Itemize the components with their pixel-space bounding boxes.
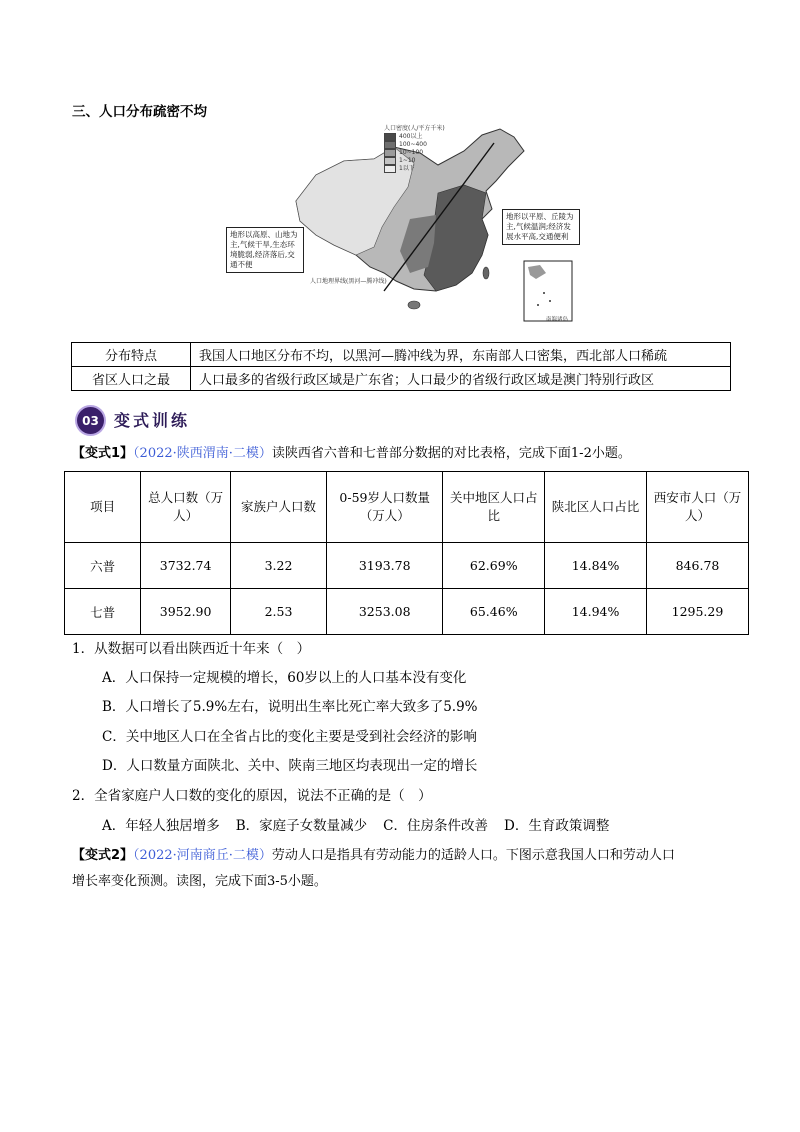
- legend-item: 1以下: [384, 165, 462, 173]
- question-1-option-b: B．人口增长了5.9%左右，说明出生率比死亡率大致多了5.9%: [102, 699, 478, 715]
- map-legend: [384, 125, 462, 173]
- callout-east: 地形以平原、丘陵为主,气候温润;经济发展水平高,交通便利: [502, 209, 580, 245]
- question-1-option-c: C．关中地区人口在全省占比的变化主要是受到社会经济的影响: [102, 729, 477, 745]
- header-cell: 0-59岁人口数量（万人）: [327, 472, 443, 543]
- variant2-source: （2022·河南商丘·二模）: [133, 848, 272, 863]
- question-2-option-b: B．家庭子女数量减少: [235, 818, 368, 834]
- question-2-options: [102, 814, 609, 834]
- legend-title: 人口密度(人/平方千米): [384, 125, 445, 132]
- section-banner: [70, 401, 218, 441]
- legend-swatch: [384, 149, 396, 157]
- table-cell: 3952.90: [141, 589, 231, 635]
- banner-title: 变式训练: [114, 411, 191, 430]
- table-cell: 3732.74: [141, 543, 231, 589]
- table-cell: 2.53: [230, 589, 326, 635]
- question-2-option-a: A．年轻人独居增多: [102, 818, 220, 834]
- header-cell: 项目: [65, 472, 141, 543]
- legend-swatch: [384, 157, 396, 165]
- summary-key: 分布特点: [72, 343, 191, 367]
- inset-label: 南海诸岛: [546, 317, 569, 323]
- variant1-source: （2022·陕西渭南·二模）: [133, 446, 272, 461]
- summary-value: 人口最多的省级行政区域是广东省；人口最少的省级行政区域是澳门特别行政区: [191, 367, 731, 391]
- question-2-option-c: C．住房条件改善: [383, 818, 489, 834]
- table-row: [65, 589, 749, 635]
- legend-swatch: [384, 165, 396, 173]
- table-row: [72, 343, 731, 367]
- legend-item: 10~100: [384, 149, 462, 157]
- question-1-option-a: A．人口保持一定规模的增长，60岁以上的人口基本没有变化: [102, 670, 467, 686]
- summary-table: [71, 342, 731, 391]
- table-cell: 62.69%: [443, 543, 545, 589]
- variant2-text-2: 增长率变化预测。读图，完成下面3-5小题。: [72, 874, 327, 889]
- variant2-tag: 【变式2】: [72, 848, 134, 863]
- variant1-intro: [72, 444, 631, 464]
- table-cell: 14.94%: [545, 589, 647, 635]
- header-cell: 家族户人口数: [230, 472, 326, 543]
- table-cell: 846.78: [646, 543, 748, 589]
- header-cell: 西安市人口（万人）: [646, 472, 748, 543]
- legend-swatch: [384, 141, 396, 149]
- table-row: [72, 367, 731, 391]
- banner-number: 03: [77, 407, 104, 434]
- census-table: [64, 471, 749, 635]
- table-header-row: [65, 472, 749, 543]
- heihe-tengchong-line-note: 人口地理界线(黑河—腾冲线): [310, 278, 387, 285]
- summary-key: 省区人口之最: [72, 367, 191, 391]
- table-cell: 14.84%: [545, 543, 647, 589]
- legend-item: 1~10: [384, 157, 462, 165]
- header-cell: 关中地区人口占比: [443, 472, 545, 543]
- legend-swatch: [384, 133, 396, 141]
- table-cell: 六普: [65, 543, 141, 589]
- summary-value: 我国人口地区分布不均，以黑河—腾冲线为界，东南部人口密集，西北部人口稀疏: [191, 343, 731, 367]
- variant1-tag: 【变式1】: [72, 446, 134, 461]
- question-1-option-d: D．人口数量方面陕北、关中、陕南三地区均表现出一定的增长: [102, 758, 478, 774]
- section-title: 三、人口分布疏密不均: [72, 104, 207, 120]
- table-cell: 3253.08: [327, 589, 443, 635]
- variant2-text-1: 劳动人口是指具有劳动能力的适龄人口。下图示意我国人口和劳动人口: [271, 848, 675, 863]
- legend-item: 400以上: [384, 133, 462, 141]
- question-1-stem: 1．从数据可以看出陕西近十年来（ ）: [72, 641, 311, 657]
- header-cell: 陕北区人口占比: [545, 472, 647, 543]
- table-cell: 65.46%: [443, 589, 545, 635]
- table-row: [65, 543, 749, 589]
- header-cell: 总人口数（万人）: [141, 472, 231, 543]
- table-cell: 3193.78: [327, 543, 443, 589]
- callout-west: 地形以高原、山地为主,气候干旱,生态环境脆弱,经济落后,交通不便: [226, 227, 304, 273]
- table-cell: 1295.29: [646, 589, 748, 635]
- table-cell: 七普: [65, 589, 141, 635]
- population-density-map: [224, 123, 580, 323]
- question-2-stem: 2．全省家庭户人口数的变化的原因，说法不正确的是（ ）: [72, 788, 432, 804]
- variant1-text: 读陕西省六普和七普部分数据的对比表格，完成下面1-2小题。: [271, 446, 631, 461]
- variant2-intro: [72, 846, 675, 866]
- question-2-option-d: D．生育政策调整: [504, 818, 610, 834]
- legend-item: 100~400: [384, 141, 462, 149]
- table-cell: 3.22: [230, 543, 326, 589]
